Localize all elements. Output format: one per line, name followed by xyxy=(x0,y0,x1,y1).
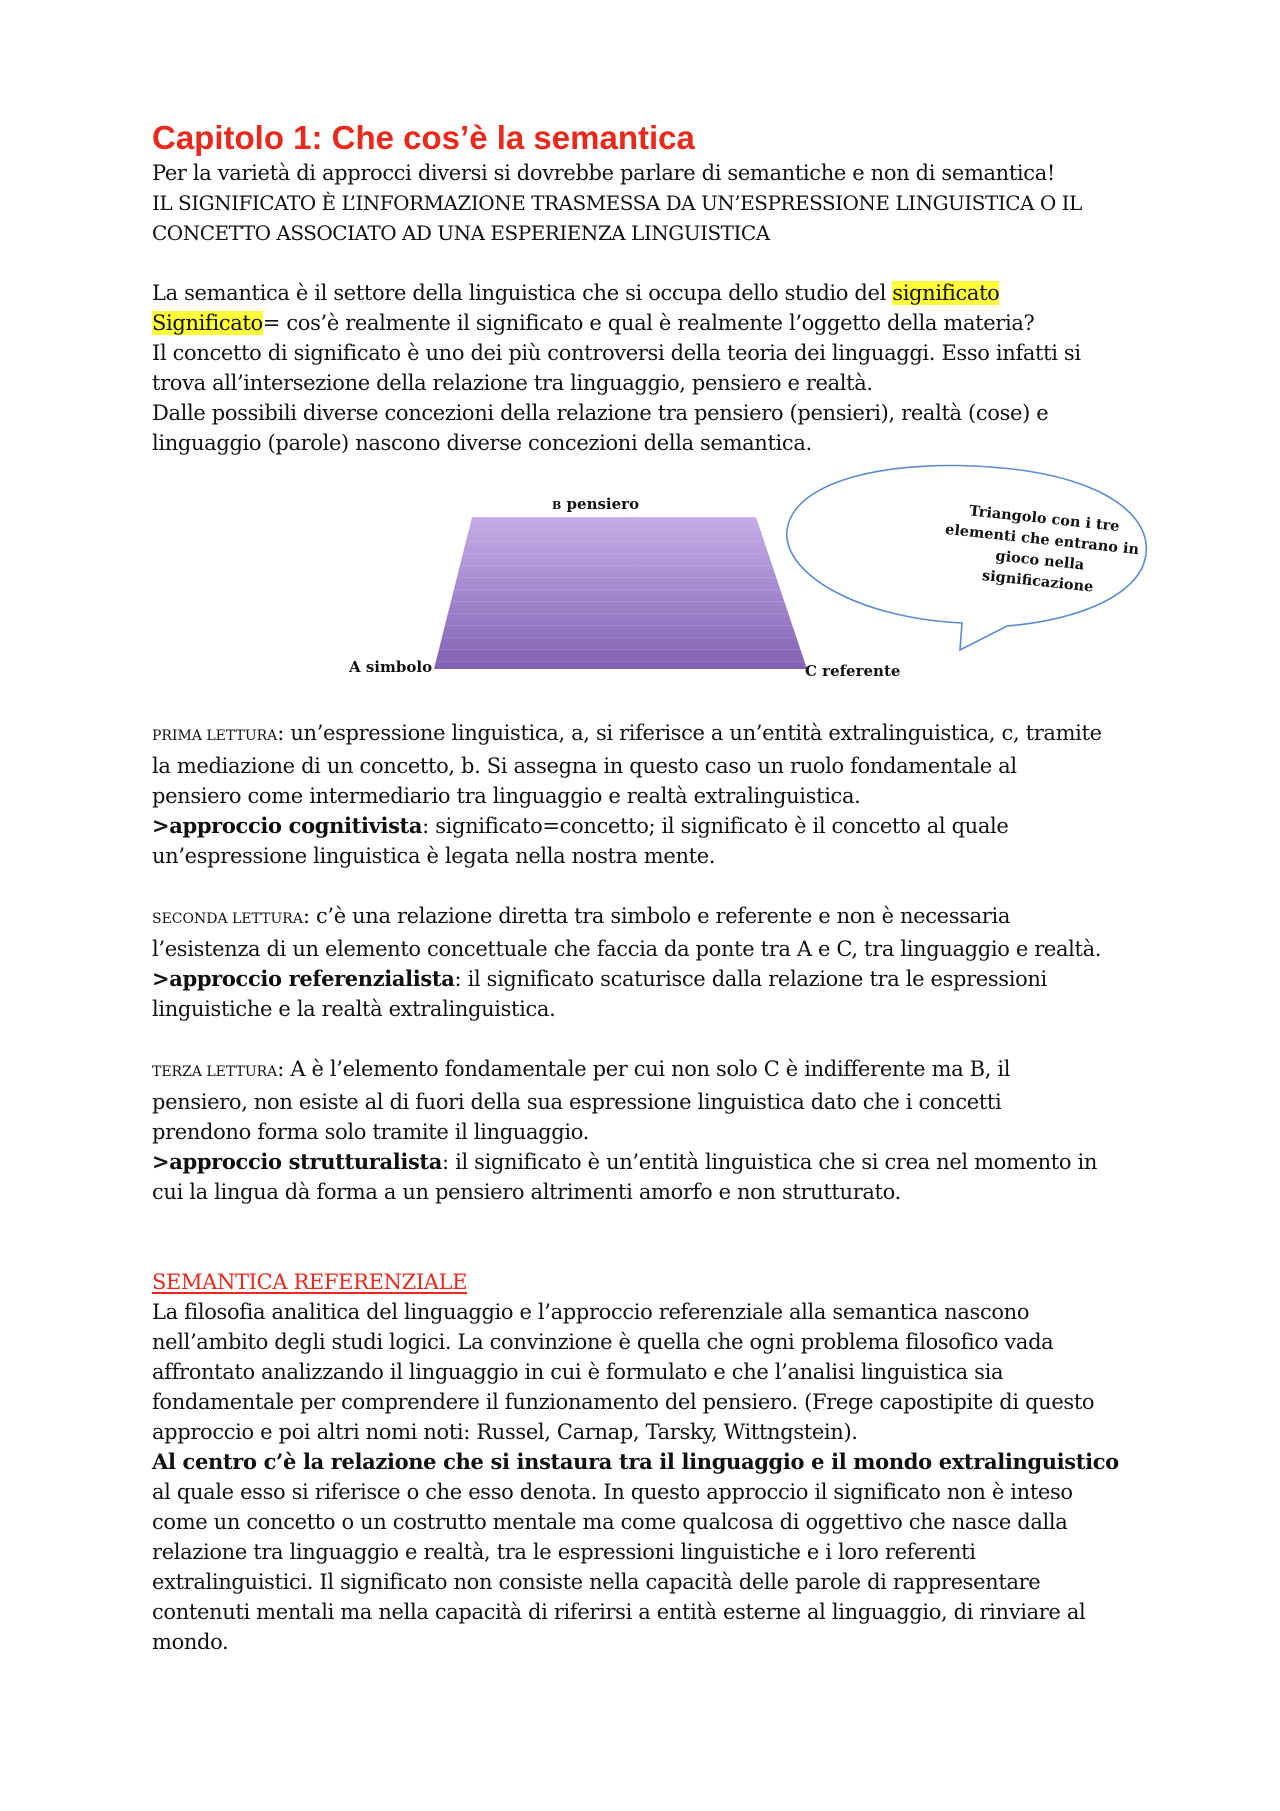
approach-line: un’espressione linguistica è legata nella nostra mente. xyxy=(152,844,716,868)
approach-line: >approccio strutturalista: il significato è un’entità linguistica che si crea nel momento in xyxy=(152,1149,1098,1174)
label-simbolo: A simbolo xyxy=(349,658,433,676)
paragraph-line: approccio e poi altri nomi noti: Russel, Carnap, Tarsky, Wittngstein). xyxy=(152,1420,858,1444)
label-pensiero: B pensiero xyxy=(552,495,640,513)
paragraph-line: affrontato analizzando il linguaggio in cui è formulato e che l’analisi linguistica sia xyxy=(152,1360,1004,1384)
approach-name: >approccio referenzialista xyxy=(152,966,455,991)
paragraph-line: contenuti mentali ma nella capacità di riferirsi a entità esterne al linguaggio, di rinviare al xyxy=(152,1600,1086,1624)
paragraph-line: La semantica è il settore della linguistica che si occupa dello studio del significato xyxy=(152,281,1000,305)
paragraph-line: relazione tra linguaggio e realtà, tra le espressioni linguistiche e i loro referenti xyxy=(152,1540,976,1564)
reading-label: SECONDA LETTURA xyxy=(152,911,303,927)
reading-line: PRIMA LETTURA: un’espressione linguistica, a, si riferisce a un’entità extralinguistica, c, tramite xyxy=(152,721,1102,745)
chapter-title: Capitolo 1: Che cos’è la semantica xyxy=(152,119,695,156)
bold-statement: Al centro c’è la relazione che si instaura tra il linguaggio e il mondo extralinguistico xyxy=(152,1449,1119,1474)
approach-line: cui la lingua dà forma a un pensiero altrimenti amorfo e non strutturato. xyxy=(152,1180,901,1204)
approach-line: >approccio cognitivista: significato=concetto; il significato è il concetto al quale xyxy=(152,813,1009,838)
reading-line: pensiero, non esiste al di fuori della sua espressione linguistica dato che i concetti xyxy=(152,1090,1002,1114)
intro-line: Per la varietà di approcci diversi si dovrebbe parlare di semantiche e non di semantica! xyxy=(152,161,1055,185)
paragraph-line: al quale esso si riferisce o che esso denota. In questo approccio il significato non è inteso xyxy=(152,1480,1073,1504)
paragraph-line: linguaggio (parole) nascono diverse concezioni della semantica. xyxy=(152,431,812,455)
reading-label: PRIMA LETTURA xyxy=(152,728,278,744)
reading-line: SECONDA LETTURA: c’è una relazione diretta tra simbolo e referente e non è necessaria xyxy=(152,904,1010,928)
reading-line: la mediazione di un concetto, b. Si assegna in questo caso un ruolo fondamentale al xyxy=(152,754,1017,778)
approach-name: >approccio cognitivista xyxy=(152,813,423,838)
approach-line: >approccio referenzialista: il significato scaturisce dalla relazione tra le espressioni xyxy=(152,966,1047,991)
section-heading: SEMANTICA REFERENZIALE xyxy=(152,1270,468,1294)
paragraph-line: Significato= cos’è realmente il significato e qual è realmente l’oggetto della materia? xyxy=(152,311,1035,335)
definition-caps-line: IL SIGNIFICATO È L’INFORMAZIONE TRASMESSA DA UN’ESPRESSIONE LINGUISTICA O IL xyxy=(152,191,1082,215)
approach-name: >approccio strutturalista xyxy=(152,1149,443,1174)
document-page xyxy=(152,118,1162,1657)
reading-line: prendono forma solo tramite il linguaggio. xyxy=(152,1120,589,1144)
callout-text: Triangolo con i tre elementi che entrano in gioco nella significazione xyxy=(944,502,1140,596)
paragraph-line: mondo. xyxy=(152,1630,229,1654)
reading-label: TERZA LETTURA xyxy=(152,1064,278,1080)
label-referente: C referente xyxy=(805,662,901,680)
reading-line: TERZA LETTURA: A è l’elemento fondamentale per cui non solo C è indifferente ma B, il xyxy=(152,1057,1011,1081)
reading-line: l’esistenza di un elemento concettuale che faccia da ponte tra A e C, tra linguaggio e realtà. xyxy=(152,937,1102,961)
paragraph-line: extralinguistici. Il significato non consiste nella capacità delle parole di rappresentare xyxy=(152,1570,1041,1594)
paragraph-line: Il concetto di significato è uno dei più controversi della teoria dei linguaggi. Esso infatti si xyxy=(152,341,1081,365)
paragraph-line: nell’ambito degli studi logici. La convinzione è quella che ogni problema filosofico vada xyxy=(152,1330,1054,1354)
paragraph-line: Dalle possibili diverse concezioni della relazione tra pensiero (pensieri), realtà (cose) e xyxy=(152,401,1049,425)
reading-line: pensiero come intermediario tra linguaggio e realtà extralinguistica. xyxy=(152,784,861,808)
paragraph-line: fondamentale per comprendere il funzionamento del pensiero. (Frege capostipite di questo xyxy=(152,1390,1095,1414)
definition-caps-line: CONCETTO ASSOCIATO AD UNA ESPERIENZA LINGUISTICA xyxy=(152,221,770,245)
highlight-significato: significato xyxy=(892,281,1000,305)
paragraph-line: La filosofia analitica del linguaggio e l’approccio referenziale alla semantica nascono xyxy=(152,1300,1030,1324)
paragraph-line: trova all’intersezione della relazione tra linguaggio, pensiero e realtà. xyxy=(152,371,873,395)
approach-line: linguistiche e la realtà extralinguistica. xyxy=(152,997,556,1021)
paragraph-line: come un concetto o un costrutto mentale ma come qualcosa di oggettivo che nasce dalla xyxy=(152,1510,1068,1534)
highlight-significato: Significato xyxy=(152,311,263,335)
semantic-triangle-diagram xyxy=(152,458,1162,718)
